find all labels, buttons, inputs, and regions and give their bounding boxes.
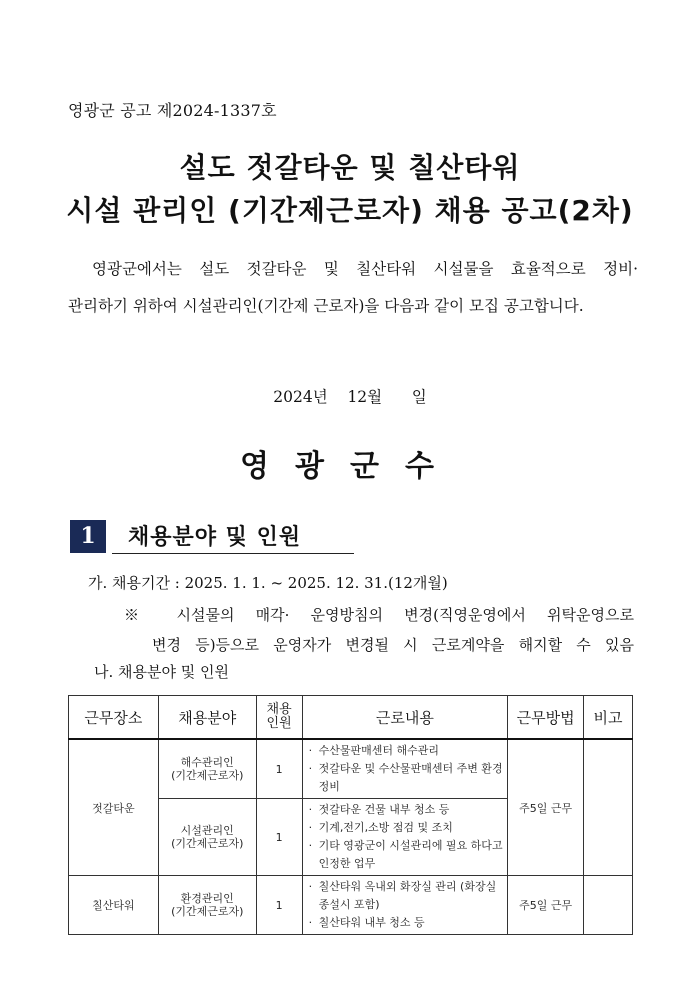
duty-text: 칠산타워 내부 청소 등 [318, 916, 425, 929]
duty-item: · 젓갈타운 및 수산물판매센터 주변 환경정비 [308, 762, 503, 793]
duty-item: · 젓갈타운 건물 내부 청소 등 [308, 803, 450, 816]
recruitment-table [68, 695, 633, 935]
duty-text: 젓갈타운 및 수산물판매센터 주변 환경정비 [318, 762, 503, 793]
cell-field [158, 876, 256, 935]
date-month: 12월 [347, 388, 383, 406]
duty-item: · 기계,전기,소방 점검 및 조치 [308, 821, 453, 834]
issuer-name: 영광군수 [240, 449, 460, 484]
note-line-2: 변경 등)등으로 운영자가 변경될 시 근로계약을 해지할 수 있음 [152, 636, 634, 654]
duty-item: · 칠산타워 옥내외 화장실 관리 (화장실 종설시 포함) [308, 880, 497, 911]
cell-duties [302, 799, 508, 876]
cell-location: 젓갈타운 [69, 739, 159, 876]
cell-method: 주5일 근무 [508, 876, 584, 935]
duty-text: 칠산타워 옥내외 화장실 관리 (화장실 종설시 포함) [318, 880, 497, 911]
notice-number: 영광군 공고 제2024-1337호 [68, 101, 277, 120]
date-year: 2024년 [273, 388, 328, 406]
cell-method: 주5일 근무 [508, 739, 584, 876]
cell-remarks [584, 739, 633, 876]
table-row [69, 876, 633, 935]
title-line-1: 설도 젓갈타운 및 칠산타워 [179, 151, 521, 184]
cell-duties [302, 876, 508, 935]
header-field: 채용분야 [158, 696, 256, 740]
cell-count: 1 [256, 876, 302, 935]
duty-item: · 기타 영광군이 시설관리에 필요 하다고 인정한 업무 [308, 839, 503, 870]
cell-remarks [584, 876, 633, 935]
field-name: 시설관리인 [180, 824, 234, 837]
cell-count: 1 [256, 739, 302, 799]
field-and-headcount-heading: 나. 채용분야 및 인원 [94, 663, 229, 681]
field-name: 해수관리인 [180, 756, 234, 769]
intro-line-1: 영광군에서는 설도 젓갈타운 및 칠산타워 시설물을 효율적으로 정비· [92, 260, 638, 278]
header-count [256, 696, 302, 740]
section-number-badge: 1 [70, 520, 106, 553]
duty-text: 기계,전기,소방 점검 및 조치 [318, 821, 453, 834]
header-count-line-2: 인원 [266, 716, 292, 731]
header-duties: 근로내용 [302, 696, 508, 740]
field-name: 환경관리인 [180, 892, 234, 905]
cell-duties [302, 739, 508, 799]
note-line-1: ※ 시설물의 매각· 운영방침의 변경(직영운영에서 위탁운영으로 [124, 606, 634, 624]
table-header-row [69, 696, 633, 740]
recruitment-period: 가. 채용기간 : 2025. 1. 1. ~ 2025. 12. 31.(12개월) [88, 574, 448, 592]
header-count-line-1: 채용 [266, 702, 292, 717]
duty-text: 수산물판매센터 해수관리 [318, 744, 439, 757]
title-line-2: 시설 관리인 (기간제근로자) 채용 공고(2차) [66, 194, 634, 227]
intro-line-2: 관리하기 위하여 시설관리인(기간제 근로자)을 다음과 같이 모집 공고합니다. [68, 297, 584, 315]
cell-count: 1 [256, 799, 302, 876]
date-day: 일 [411, 388, 427, 406]
duty-text: 기타 영광군이 시설관리에 필요 하다고 인정한 업무 [318, 839, 503, 870]
header-method: 근무방법 [508, 696, 584, 740]
duty-item: · 수산물판매센터 해수관리 [308, 744, 439, 757]
duty-item: · 칠산타워 내부 청소 등 [308, 916, 425, 929]
cell-field [158, 739, 256, 799]
field-type: (기간제근로자) [171, 769, 244, 782]
table-row [69, 739, 633, 799]
duty-text: 젓갈타운 건물 내부 청소 등 [318, 803, 450, 816]
header-remarks: 비고 [584, 696, 633, 740]
cell-field [158, 799, 256, 876]
field-type: (기간제근로자) [171, 905, 244, 918]
header-location: 근무장소 [69, 696, 159, 740]
section-title: 채용분야 및 인원 [128, 525, 302, 550]
field-type: (기간제근로자) [171, 837, 244, 850]
section-title-underline [112, 553, 354, 554]
cell-location: 칠산타워 [69, 876, 159, 935]
announcement-date [0, 385, 700, 407]
